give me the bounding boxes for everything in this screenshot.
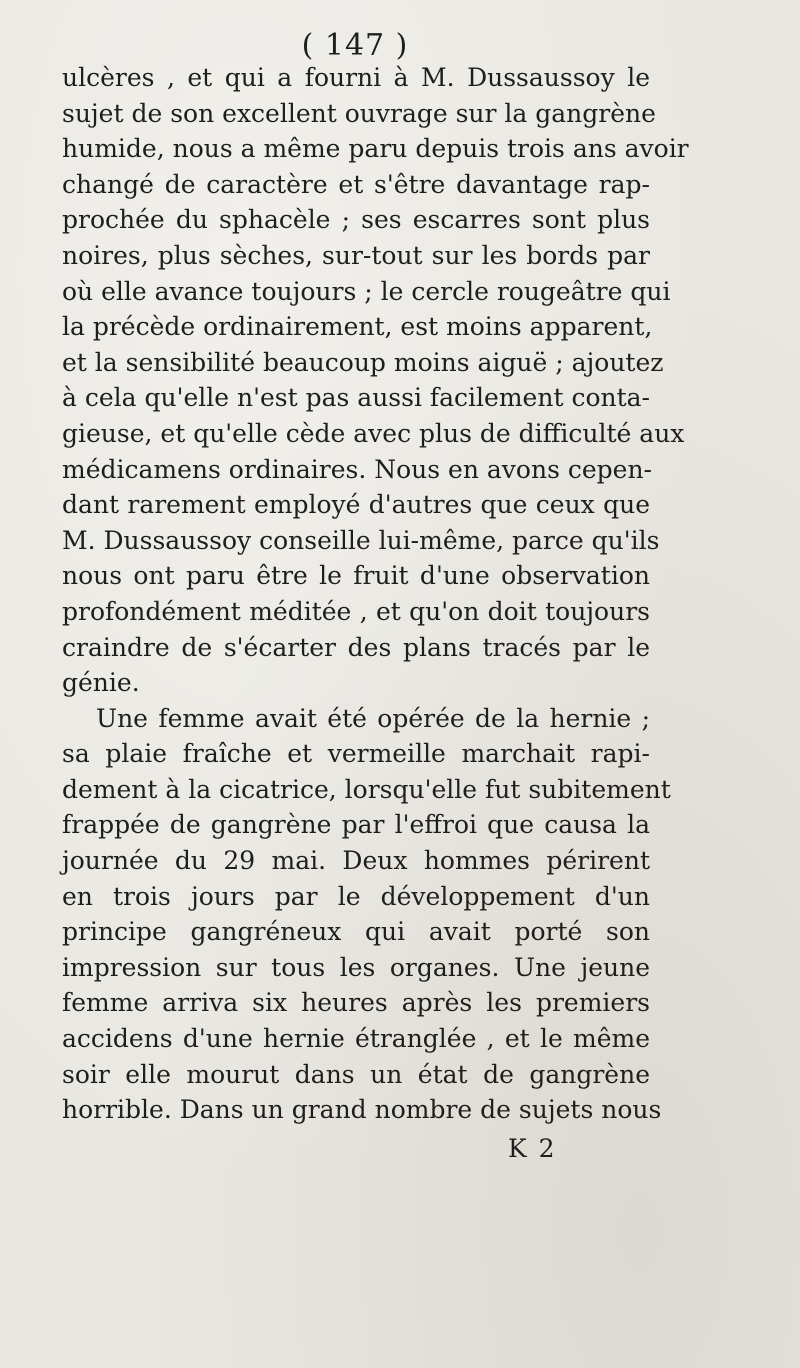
text-line: journée du 29 mai. Deux hommes périrent: [62, 846, 650, 876]
text-line: ulcères , et qui a fourni à M. Dussaussoy le: [62, 63, 650, 92]
text-line: dement à la cicatrice, lorsqu'elle fut subitement: [62, 774, 671, 804]
text-line: femme arriva six heures après les premiers: [62, 988, 650, 1018]
body-text: [62, 60, 689, 1128]
text-line: sa plaie fraîche et vermeille marchait rapi-: [62, 739, 650, 769]
paragraph: [62, 701, 671, 1128]
text-line: et la sensibilité beaucoup moins aiguë ; ajoutez: [62, 347, 664, 377]
text-line: noires, plus sèches, sur-tout sur les bords par: [62, 240, 650, 270]
paragraph: [62, 60, 689, 701]
page-number: ( 147 ): [301, 28, 409, 63]
text-line: changé de caractère et s'être davantage rap-: [62, 169, 650, 199]
text-line: nous ont paru être le fruit d'une observation: [62, 561, 650, 591]
text-line: à cela qu'elle n'est pas aussi facilement conta-: [62, 383, 650, 413]
text-line: craindre de s'écarter des plans tracés par le: [62, 632, 650, 662]
text-line: Une femme avait été opérée de la hernie ;: [96, 703, 650, 733]
text-line: humide, nous a même paru depuis trois ans avoir: [62, 134, 689, 164]
text-line: soir elle mourut dans un état de gangrène: [62, 1059, 650, 1089]
text-line: sujet de son excellent ouvrage sur la gangrène: [62, 98, 656, 128]
text-line: en trois jours par le développement d'un: [62, 881, 650, 911]
text-line: dant rarement employé d'autres que ceux que: [62, 490, 650, 520]
text-line: la précède ordinairement, est moins apparent,: [62, 312, 653, 342]
text-line: impression sur tous les organes. Une jeune: [62, 952, 650, 982]
text-line: profondément méditée , et qu'on doit toujours: [62, 596, 650, 626]
text-line: médicamens ordinaires. Nous en avons cepen-: [62, 454, 653, 484]
text-line: gieuse, et qu'elle cède avec plus de difficulté aux: [62, 418, 685, 448]
text-line: génie.: [62, 668, 140, 698]
text-line: où elle avance toujours ; le cercle rougeâtre qui: [62, 276, 671, 306]
text-line: M. Dussaussoy conseille lui-même, parce qu'ils: [62, 525, 660, 555]
text-line: prochée du sphacèle ; ses escarres sont plus: [62, 205, 650, 235]
text-line: principe gangréneux qui avait porté son: [62, 917, 650, 947]
text-line: horrible. Dans un grand nombre de sujets nous: [62, 1095, 662, 1125]
text-line: accidens d'une hernie étranglée , et le même: [62, 1024, 650, 1054]
text-line: frappée de gangrène par l'effroi que causa la: [62, 810, 650, 840]
signature-mark: K 2: [508, 1134, 557, 1163]
